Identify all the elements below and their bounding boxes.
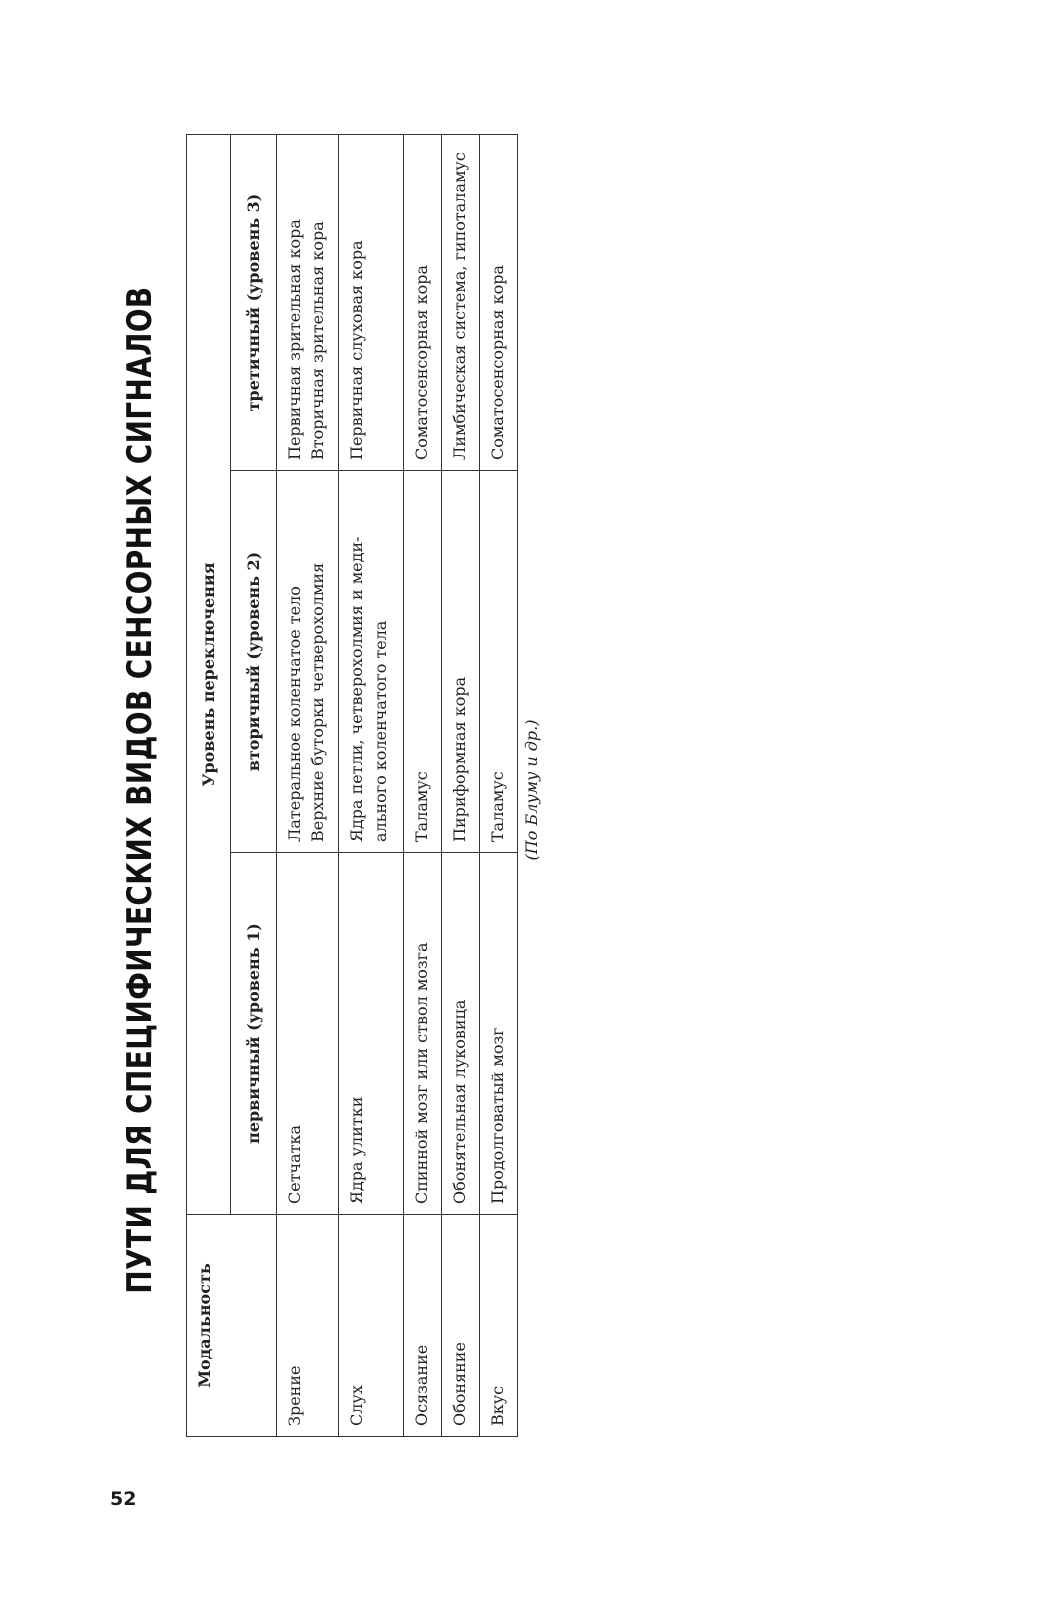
cell-modality: Слух xyxy=(339,1215,403,1437)
cell-secondary xyxy=(479,471,517,853)
cell-secondary xyxy=(403,471,441,853)
cell-primary: Спинной мозг или ствол мозга xyxy=(403,853,441,1215)
cell-line: Соматосенсорная кора xyxy=(411,264,431,460)
cell-line: Пириформная кора xyxy=(449,676,469,842)
table-row xyxy=(403,134,441,1436)
sensory-paths-table xyxy=(186,134,518,1437)
cell-primary: Сетчатка xyxy=(277,853,339,1215)
cell-modality: Вкус xyxy=(479,1215,517,1437)
cell-line: Латеральное коленчатое тело xyxy=(285,586,305,842)
source-caption: (По Блуму и др.) xyxy=(522,719,541,861)
cell-line: ального коленчатого тела xyxy=(370,620,390,842)
table-row xyxy=(277,134,339,1436)
cell-tertiary xyxy=(479,134,517,470)
cell-modality: Зрение xyxy=(277,1215,339,1437)
cell-primary: Ядра улитки xyxy=(339,853,403,1215)
header-primary: первичный (уровень 1) xyxy=(231,853,277,1215)
cell-modality: Обоняние xyxy=(441,1215,479,1437)
table-row xyxy=(479,134,517,1436)
header-secondary: вторичный (уровень 2) xyxy=(231,471,277,853)
cell-line: Ядра петли, четверохолмия и меди- xyxy=(347,536,367,842)
page-title: ПУТИ ДЛЯ СПЕЦИФИЧЕСКИХ ВИДОВ СЕНСОРНЫХ СИГНАЛОВ xyxy=(120,286,160,1294)
cell-line: Таламус xyxy=(411,771,431,842)
cell-primary: Обонятельная луковица xyxy=(441,853,479,1215)
table-row xyxy=(339,134,403,1436)
header-switch-level: Уровень переключения xyxy=(187,134,231,1214)
rotated-content xyxy=(100,105,541,1475)
page-number: 52 xyxy=(110,1488,137,1510)
cell-line: Вторичная зрительная кора xyxy=(308,221,328,460)
cell-tertiary xyxy=(339,134,403,470)
cell-primary: Продолговатый мозг xyxy=(479,853,517,1215)
cell-secondary xyxy=(441,471,479,853)
cell-line: Таламус xyxy=(487,771,507,842)
cell-tertiary xyxy=(403,134,441,470)
header-row-1 xyxy=(187,134,231,1436)
cell-line: Первичная зрительная кора xyxy=(285,219,305,460)
cell-secondary xyxy=(339,471,403,853)
table-row xyxy=(441,134,479,1436)
cell-modality: Осязание xyxy=(403,1215,441,1437)
cell-line: Первичная слуховая кора xyxy=(347,240,367,460)
cell-line: Соматосенсорная кора xyxy=(487,264,507,460)
cell-tertiary xyxy=(277,134,339,470)
cell-tertiary xyxy=(441,134,479,470)
cell-line: Лимбическая система, гипоталамус xyxy=(449,152,469,460)
header-tertiary: третичный (уровень 3) xyxy=(231,134,277,470)
header-modality: Модальность xyxy=(187,1215,277,1437)
cell-line: Верхние буторки четверохолмия xyxy=(308,562,328,842)
cell-secondary xyxy=(277,471,339,853)
